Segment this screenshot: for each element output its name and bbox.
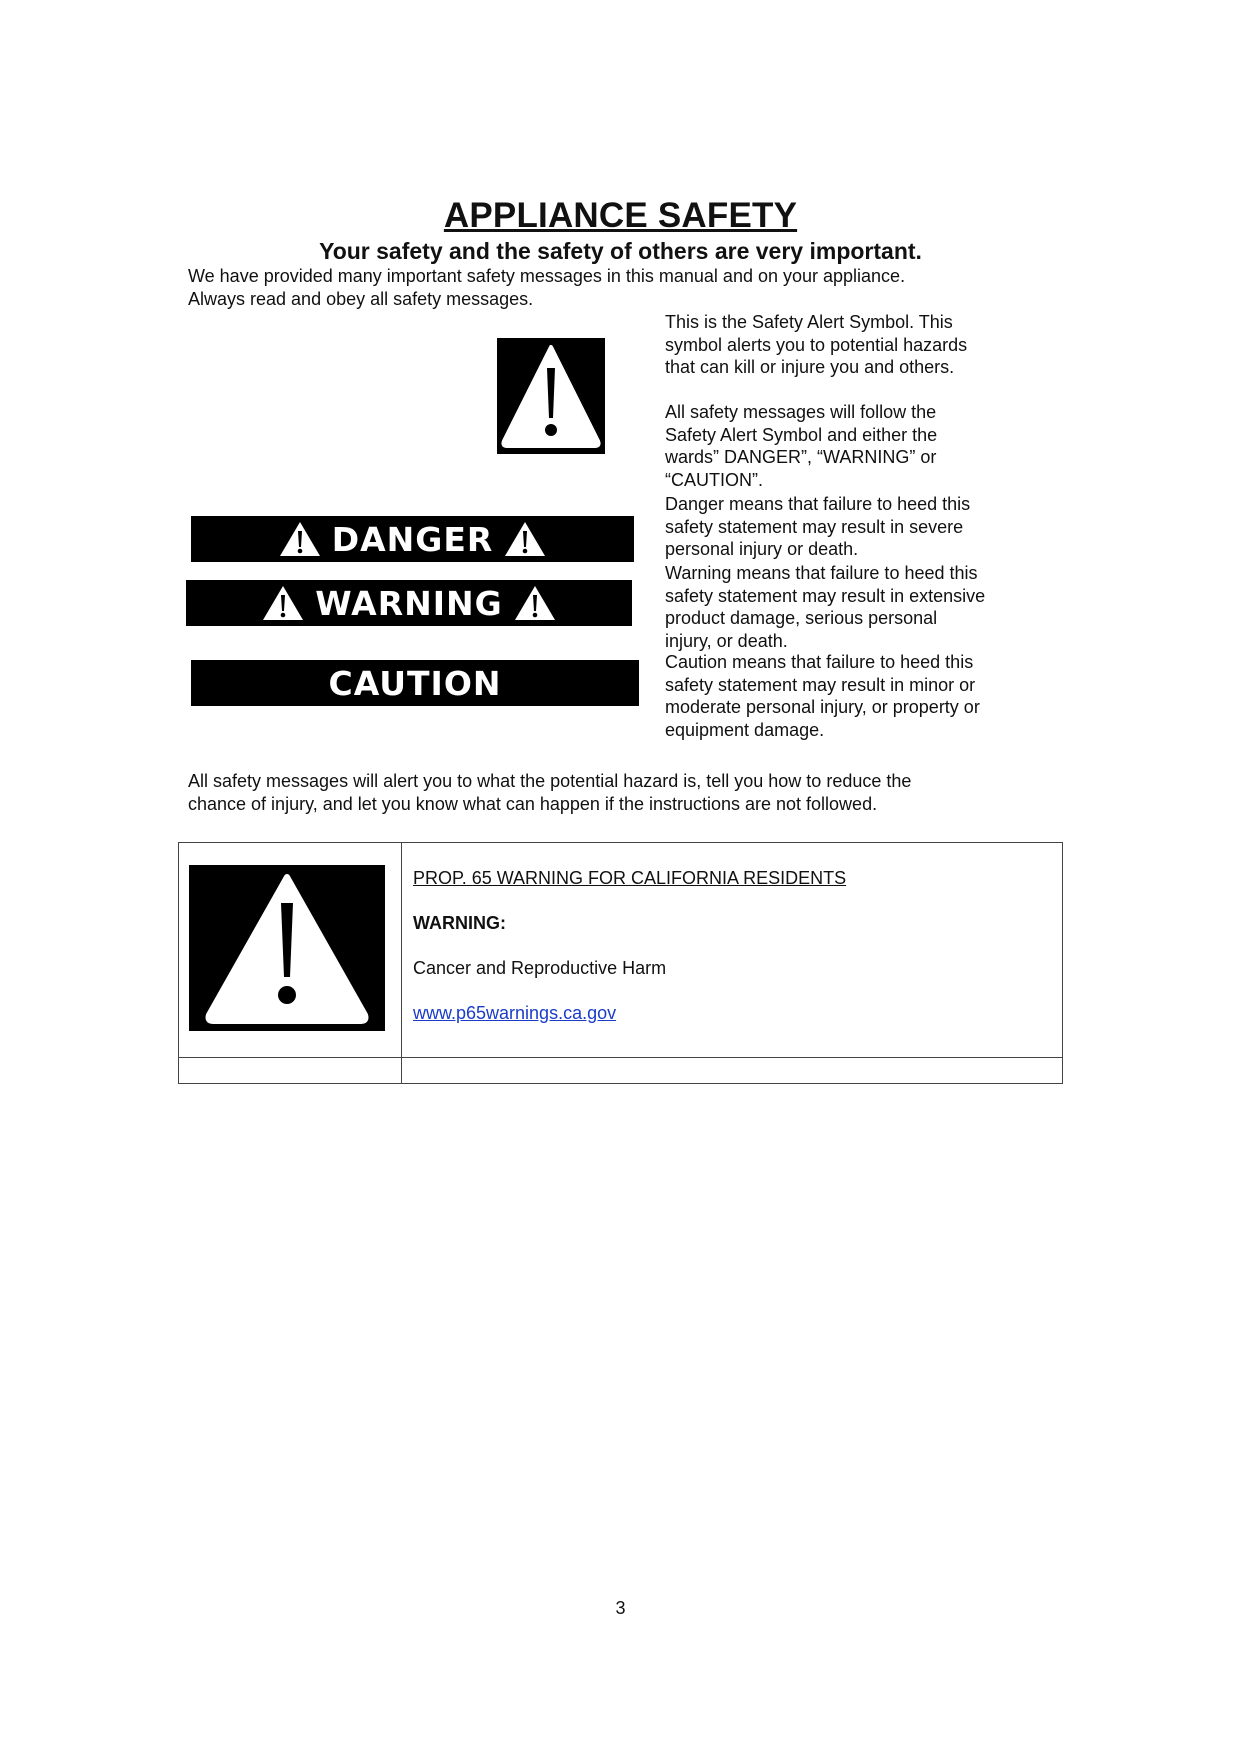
empty-cell [402,1058,1063,1084]
text-line: personal injury or death. [665,539,859,559]
text-line: product damage, serious personal [665,608,938,628]
safety-alert-symbol-icon [497,338,605,454]
text-line: “CAUTION”. [665,469,763,490]
prop65-table [178,842,1063,1084]
prop65-harm-text: Cancer and Reproductive Harm [413,958,667,978]
text-line: wards” DANGER”, “WARNING” or [665,447,937,467]
caution-label: CAUTION [328,663,502,703]
prop65-heading: PROP. 65 WARNING FOR CALIFORNIA RESIDENTS [413,868,847,888]
prop65-warning-label: WARNING: [413,913,506,933]
warning-banner [186,580,632,626]
intro-paragraph [188,265,1048,311]
text-line: Caution means that failure to heed this [665,652,974,672]
caution-description [665,651,1045,741]
text-line: All safety messages will follow the [665,402,937,422]
danger-label: DANGER [331,519,494,559]
warning-triangle-icon [261,584,305,622]
page-number: 3 [615,1598,626,1618]
warning-triangle-icon [513,584,557,622]
caution-banner [191,660,639,706]
intro-line: We have provided many important safety messages in this manual and on your appliance. [188,266,906,286]
follow-description [665,401,1045,491]
prop65-text-cell [402,843,1063,1058]
warning-description [665,562,1045,652]
prop65-icon-cell [179,843,402,1058]
text-line: equipment damage. [665,719,825,740]
text-line: moderate personal injury, or property or [665,697,980,717]
safety-alert-symbol-icon [189,865,385,1031]
danger-banner [191,516,634,562]
summary-paragraph [188,770,1068,816]
page-title: APPLIANCE SAFETY [443,196,798,235]
danger-description [665,493,1045,561]
text-line: injury, or death. [665,630,788,651]
prop65-link[interactable]: www.p65warnings.ca.gov [413,1003,617,1023]
empty-cell [179,1058,402,1084]
text-line: that can kill or injure you and others. [665,357,955,377]
warning-triangle-icon [503,520,547,558]
text-line: Danger means that failure to heed this [665,494,971,514]
warning-triangle-icon [278,520,322,558]
text-line: Safety Alert Symbol and either the [665,424,938,445]
text-line: safety statement may result in extensive [665,585,986,606]
summary-line: chance of injury, and let you know what can happen if the instructions are not followed. [188,794,878,814]
warning-label: WARNING [315,583,503,623]
text-line: safety statement may result in minor or [665,674,976,695]
intro-line: Always read and obey all safety messages. [188,289,534,309]
summary-line: All safety messages will alert you to what the potential hazard is, tell you how to reduce the [188,771,912,791]
text-line: This is the Safety Alert Symbol. This [665,312,953,332]
text-line: safety statement may result in severe [665,516,964,537]
text-line: Warning means that failure to heed this [665,563,978,583]
alert-symbol-description [665,311,1045,379]
page-subtitle: Your safety and the safety of others are very important. [319,238,922,264]
text-line: symbol alerts you to potential hazards [665,334,968,355]
